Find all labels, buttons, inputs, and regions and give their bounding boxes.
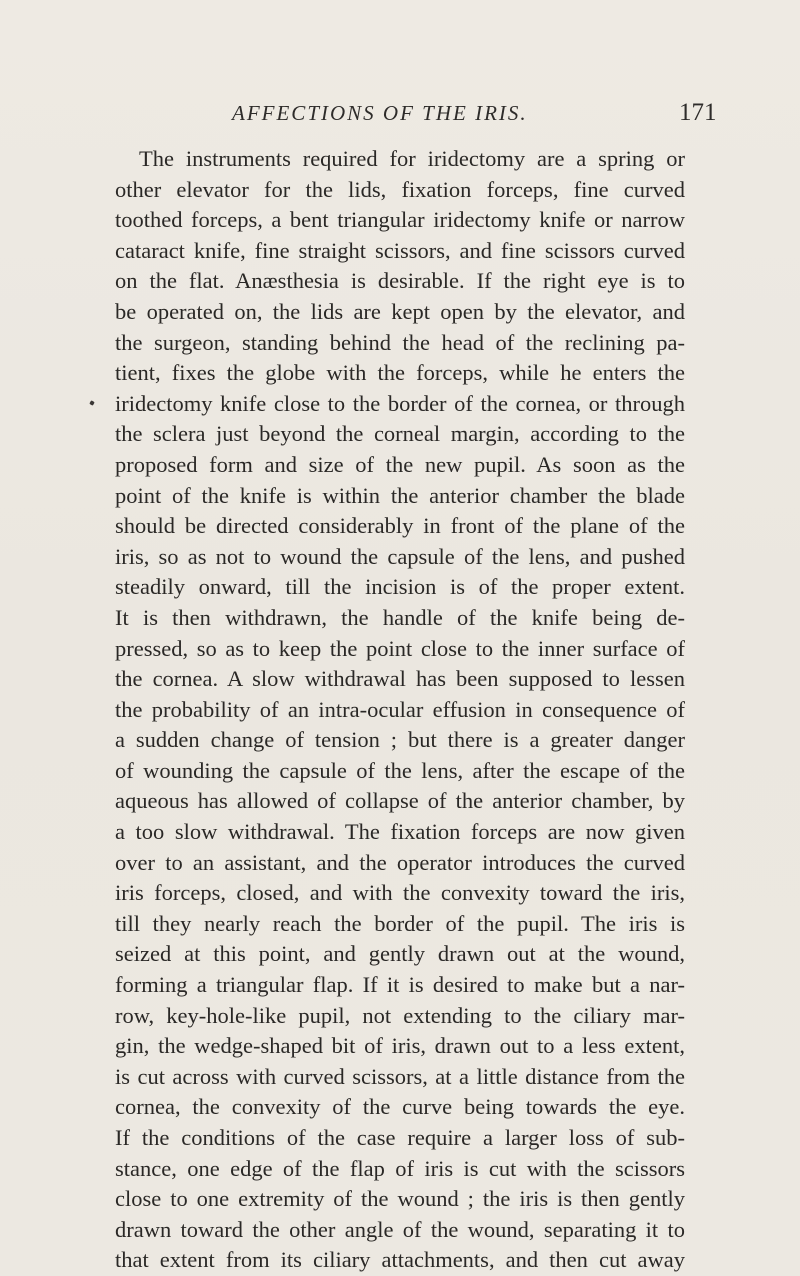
page-number: 171	[679, 99, 717, 126]
text-line: a sudden change of tension ; but there is a greater danger	[115, 727, 685, 753]
text-line: till they nearly reach the border of the pupil. The iris is	[115, 910, 685, 936]
text-line: proposed form and size of the new pupil. As soon as the	[115, 451, 685, 477]
text-line: drawn toward the other angle of the wound, separating it to	[115, 1216, 685, 1242]
text-line: cataract knife, fine straight scissors, and fine scissors curved	[115, 237, 685, 263]
text-line: row, key-hole-like pupil, not extending to the ciliary mar-	[115, 1002, 685, 1028]
text-line: iris, so as not to wound the capsule of the lens, and pushed	[115, 543, 685, 569]
text-line: pressed, so as to keep the point close to the inner surface of	[115, 635, 685, 661]
text-line: seized at this point, and gently drawn out at the wound,	[115, 941, 685, 967]
text-line: iris forceps, closed, and with the convexity toward the iris,	[115, 880, 685, 906]
text-line: tient, fixes the globe with the forceps, while he enters the	[115, 360, 685, 386]
text-line: is cut across with curved scissors, at a little distance from the	[115, 1063, 685, 1089]
text-line: aqueous has allowed of collapse of the anterior chamber, by	[115, 788, 685, 814]
text-line: the sclera just beyond the corneal margin, according to the	[115, 421, 685, 447]
text-line: steadily onward, till the incision is of the proper extent.	[115, 574, 685, 600]
text-line: The instruments required for iridectomy are a spring or	[139, 146, 685, 171]
running-title: AFFECTIONS OF THE IRIS.	[232, 101, 528, 125]
text-line: If the conditions of the case require a larger loss of sub-	[115, 1125, 685, 1150]
text-line: a too slow withdrawal. The fixation forceps are now given	[115, 819, 685, 845]
text-line: the cornea. A slow withdrawal has been supposed to lessen	[115, 666, 685, 692]
text-line: over to an assistant, and the operator introduces the curved	[115, 849, 685, 875]
text-line: It is then withdrawn, the handle of the knife being de-	[115, 604, 685, 630]
text-line: cornea, the convexity of the curve being towards the eye.	[115, 1094, 685, 1120]
text-line: on the flat. Anæsthesia is desirable. If the right eye is to	[115, 268, 685, 294]
text-line: point of the knife is within the anterior chamber the blade	[115, 482, 685, 508]
text-line: stance, one edge of the flap of iris is cut with the scissors	[115, 1155, 685, 1181]
text-line: that extent from its ciliary attachments, and then cut away	[115, 1247, 685, 1273]
text-line: forming a triangular flap. If it is desired to make but a nar-	[115, 972, 685, 998]
running-head	[0, 101, 800, 141]
text-line: iridectomy knife close to the border of the cornea, or through	[115, 390, 685, 416]
text-line: the surgeon, standing behind the head of the reclining pa-	[115, 329, 685, 355]
text-line: close to one extremity of the wound ; the iris is then gently	[115, 1186, 685, 1212]
text-line: gin, the wedge-shaped bit of iris, drawn out to a less extent,	[115, 1033, 685, 1059]
margin-speck	[89, 400, 94, 405]
text-line: be operated on, the lids are kept open by the elevator, and	[115, 298, 685, 324]
text-line: the probability of an intra-ocular effusion in consequence of	[115, 696, 685, 722]
text-line: should be directed considerably in front of the plane of the	[115, 513, 685, 539]
text-line: other elevator for the lids, fixation forceps, fine curved	[115, 176, 685, 202]
body-text	[115, 144, 685, 1276]
text-line: of wounding the capsule of the lens, after the escape of the	[115, 757, 685, 783]
text-line: toothed forceps, a bent triangular iridectomy knife or narrow	[115, 207, 685, 233]
